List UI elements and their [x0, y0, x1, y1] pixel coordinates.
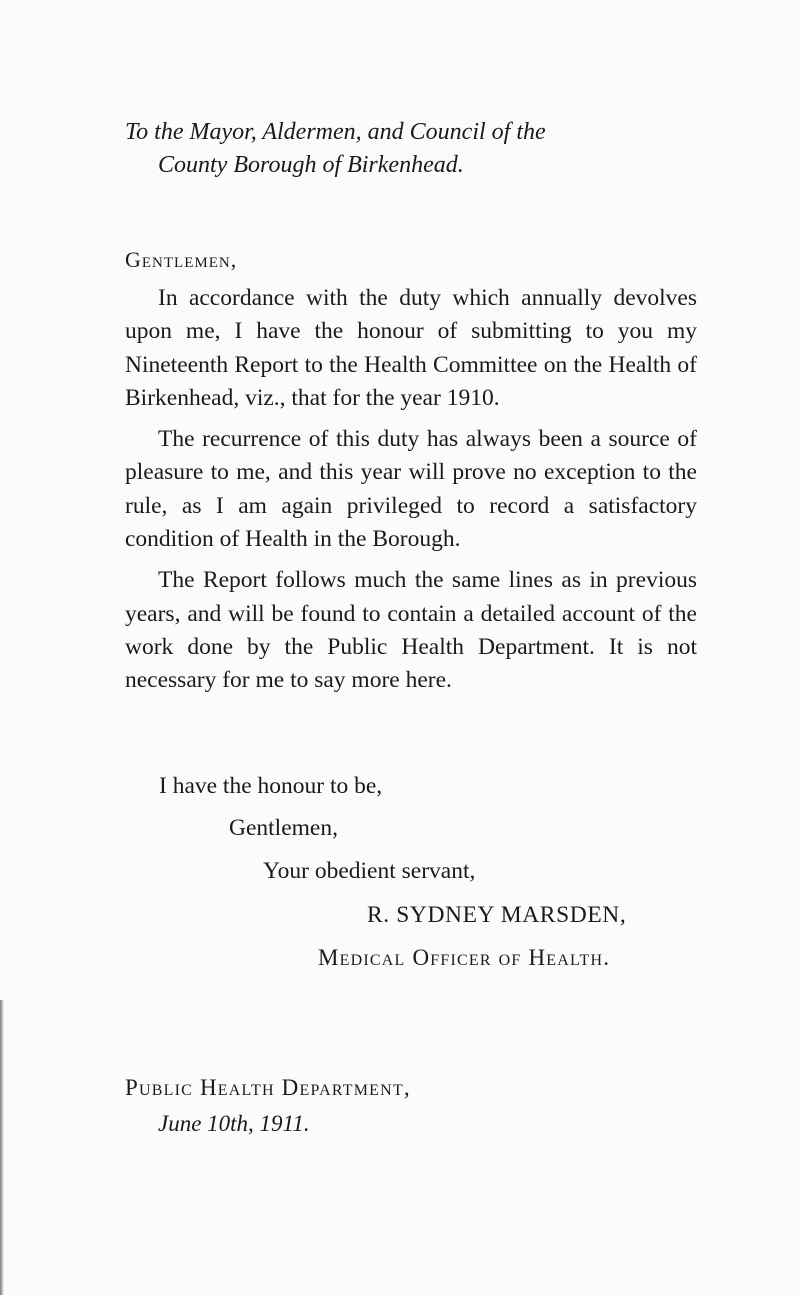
- closing-line-3: Your obedient servant,: [263, 858, 476, 884]
- paragraph-2: The recurrence of this duty has always been a source of pleasure to me, and this year will prove no exception to the rule, as I am again privileged to record a satisfactory condition of Health in the Borough.: [125, 426, 697, 553]
- salutation: Gentlemen,: [125, 247, 238, 272]
- letter-body: [125, 282, 697, 706]
- addressee: [125, 116, 725, 182]
- closing-line-2: Gentlemen,: [229, 815, 338, 841]
- signature: R. SYDNEY MARSDEN,: [367, 902, 627, 928]
- date: June 10th, 1911.: [158, 1111, 310, 1136]
- closing-line-1: I have the honour to be,: [159, 773, 383, 799]
- department: Public Health Department,: [125, 1075, 411, 1100]
- binding-edge: [0, 1000, 4, 1295]
- addressee-line-1: To the Mayor, Aldermen, and Council of the: [125, 119, 546, 145]
- paragraph-1: In accordance with the duty which annually devolves upon me, I have the honour of submitting to you my Nineteenth Report to the Health Committee on the Health of Birkenhead, viz., that for the year 1910.: [125, 285, 697, 411]
- paragraph-3: The Report follows much the same lines as in previous years, and will be found to contain a detailed account of the work done by the Public Health Department. It is not necessary for me to say more here.: [125, 567, 697, 694]
- addressee-line-2: County Borough of Birkenhead.: [158, 152, 464, 178]
- signatory-title: Medical Officer of Health.: [318, 945, 611, 970]
